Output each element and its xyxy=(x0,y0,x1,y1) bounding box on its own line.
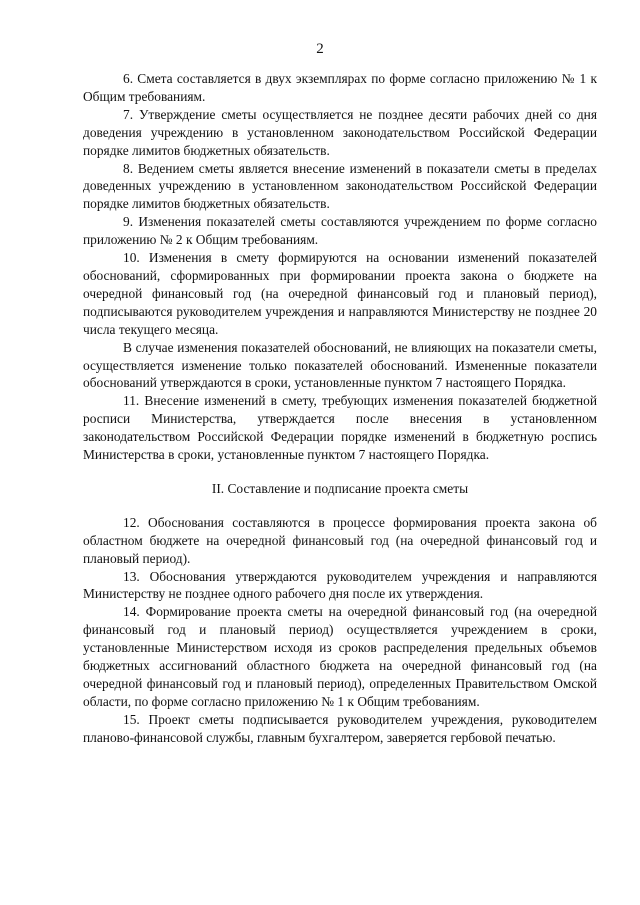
section-heading: II. Составление и подписание проекта сметы xyxy=(211,480,469,496)
document-body xyxy=(83,70,597,747)
paragraph-15: 15. Проект сметы подписывается руководителем учреждения, руководителем планово-финансовой службы, главным бухгалтером, заверяется гербовой печатью. xyxy=(83,711,597,745)
paragraph-7: 7. Утверждение сметы осуществляется не позднее десяти рабочих дней со дня доведения учреждению в установленном законодательством Российской Федерации порядке лимитов бюджетных обязательств. xyxy=(83,106,597,158)
paragraph-9: 9. Изменения показателей сметы составляются учреждением по форме согласно приложению № 2 к Общим требованиям. xyxy=(83,214,597,248)
paragraph-8: 8. Ведением сметы является внесение изменений в показатели сметы в пределах доведенных учреждению в установленном законодательством Российской Федерации порядке лимитов бюджетных обязательств. xyxy=(83,160,597,212)
page-number: 2 xyxy=(316,41,324,57)
paragraph-11: 11. Внесение изменений в смету, требующих изменения показателей бюджетной росписи Министерства, утверждается после внесения в установленном законодательством Российской Федерации порядке изменений в бюджетную роспись Министерства в сроки, установленные пунктом 7 настоящего Порядка. xyxy=(83,393,597,463)
paragraph-14: 14. Формирование проекта сметы на очередной финансовый год (на очередной финансовый год и плановый период) осуществляется учреждением в сроки, установленные Министерством исходя из сроков распределения предельных объемов бюджетных ассигнований областного бюджета на очередной финансовый год (на очередной финансовый год и плановый период), определенных Правительством Омской области, по форме согласно приложению № 1 к Общим требованиям. xyxy=(83,604,597,709)
paragraph-13: 13. Обоснования утверждаются руководителем учреждения и направляются Министерству не позднее одного рабочего дня после их утверждения. xyxy=(83,568,597,602)
paragraph-6: 6. Смета составляется в двух экземплярах по форме согласно приложению № 1 к Общим требованиям. xyxy=(83,71,597,104)
paragraph-10: 10. Изменения в смету формируются на основании изменений показателей обоснований, сформированных при формировании проекта закона о бюджете на очередной финансовый год (на очередной финансовый год и плановый период), подписываются руководителем учреждения и направляются Министерству не позднее 20 числа текущего месяца. xyxy=(83,250,597,337)
paragraph-10-continued: В случае изменения показателей обоснований, не влияющих на показатели сметы, осуществляется изменение только показателей обоснований. Измененные показатели обоснований утверждаются в сроки, установленные пунктом 7 настоящего Порядка. xyxy=(83,339,597,391)
paragraph-12: 12. Обоснования составляются в процессе формирования проекта закона об областном бюджете на очередной финансовый год (на очередной финансовый год и плановый период). xyxy=(83,514,597,566)
